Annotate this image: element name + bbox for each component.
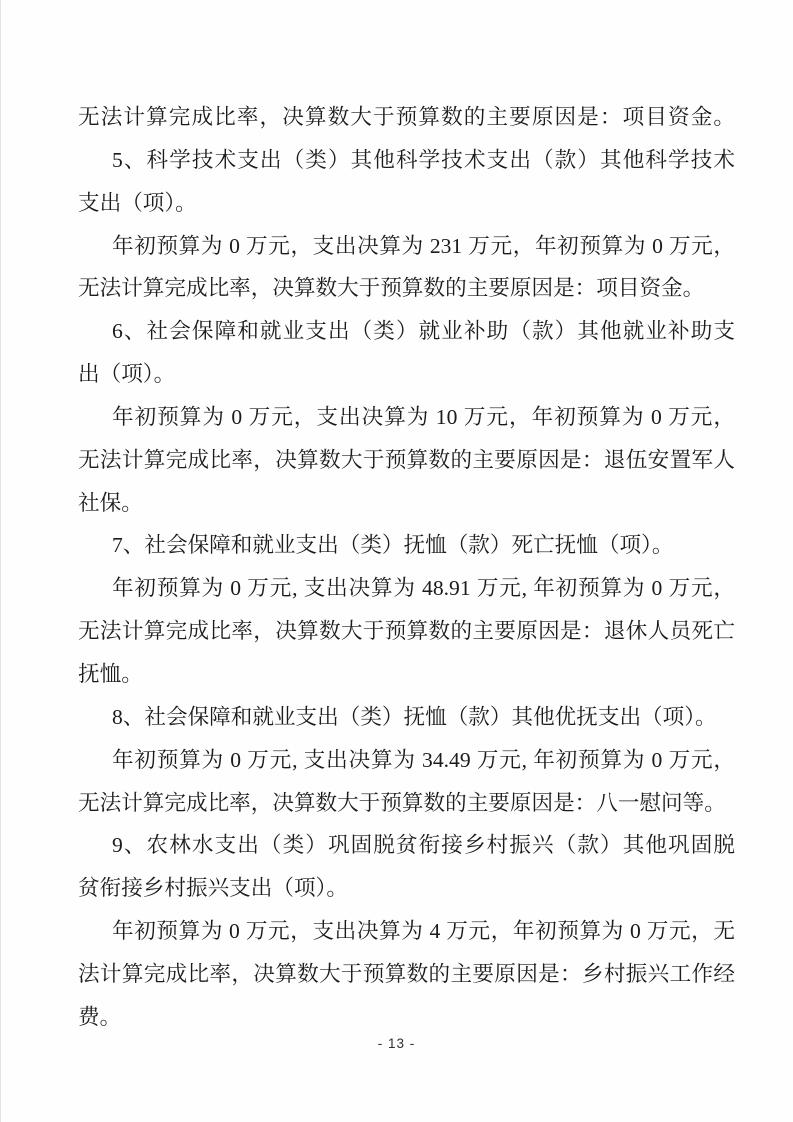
item-7-title: 7、社会保障和就业支出（类）抚恤（款）死亡抚恤（项）。 [112,533,674,558]
item-5-reason: 无法计算完成比率，决算数大于预算数的主要原因是：项目资金。 [78,276,705,301]
item-6-reason-cont: 社保。 [78,490,143,515]
item-8-title: 8、社会保障和就业支出（类）抚恤（款）其他优抚支出（项）。 [112,704,717,729]
item-8-reason: 无法计算完成比率，决算数大于预算数的主要原因是：八一慰问等。 [78,790,726,815]
item-9-title: 9、农林水支出（类）巩固脱贫衔接乡村振兴（款）其他巩固脱 [112,833,735,858]
item-6-title-cont: 出（项）。 [78,362,176,387]
item-5-title: 5、科学技术支出（类）其他科学技术支出（款）其他科学技术 [112,147,735,172]
document-body [78,96,735,1039]
item-6-reason: 无法计算完成比率，决算数大于预算数的主要原因是：退伍安置军人 [78,447,735,472]
item-9-title-cont: 贫衔接乡村振兴支出（项）。 [78,876,348,901]
item-7-figures: 年初预算为 0 万元, 支出决算为 48.91 万元, 年初预算为 0 万元， [112,576,735,601]
item-9-reason-cont: 费。 [78,1004,122,1029]
item-9-reason: 法计算完成比率，决算数大于预算数的主要原因是：乡村振兴工作经 [78,961,735,986]
page-number: - 13 - [377,1036,416,1051]
item-6-figures: 年初预算为 0 万元，支出决算为 10 万元，年初预算为 0 万元， [112,404,735,429]
item-8-figures: 年初预算为 0 万元, 支出决算为 34.49 万元, 年初预算为 0 万元， [112,747,735,772]
item-5-figures: 年初预算为 0 万元，支出决算为 231 万元，年初预算为 0 万元， [112,233,735,258]
item-7-reason-cont: 抚恤。 [78,661,143,686]
item-5-title-cont: 支出（项）。 [78,190,197,215]
item-7-reason: 无法计算完成比率，决算数大于预算数的主要原因是：退休人员死亡 [78,619,735,644]
item-6-title: 6、社会保障和就业支出（类）就业补助（款）其他就业补助支 [112,319,735,344]
item-9-figures: 年初预算为 0 万元，支出决算为 4 万元，年初预算为 0 万元，无 [112,919,735,944]
prev-item-reason-cont: 无法计算完成比率，决算数大于预算数的主要原因是：项目资金。 [78,105,735,129]
